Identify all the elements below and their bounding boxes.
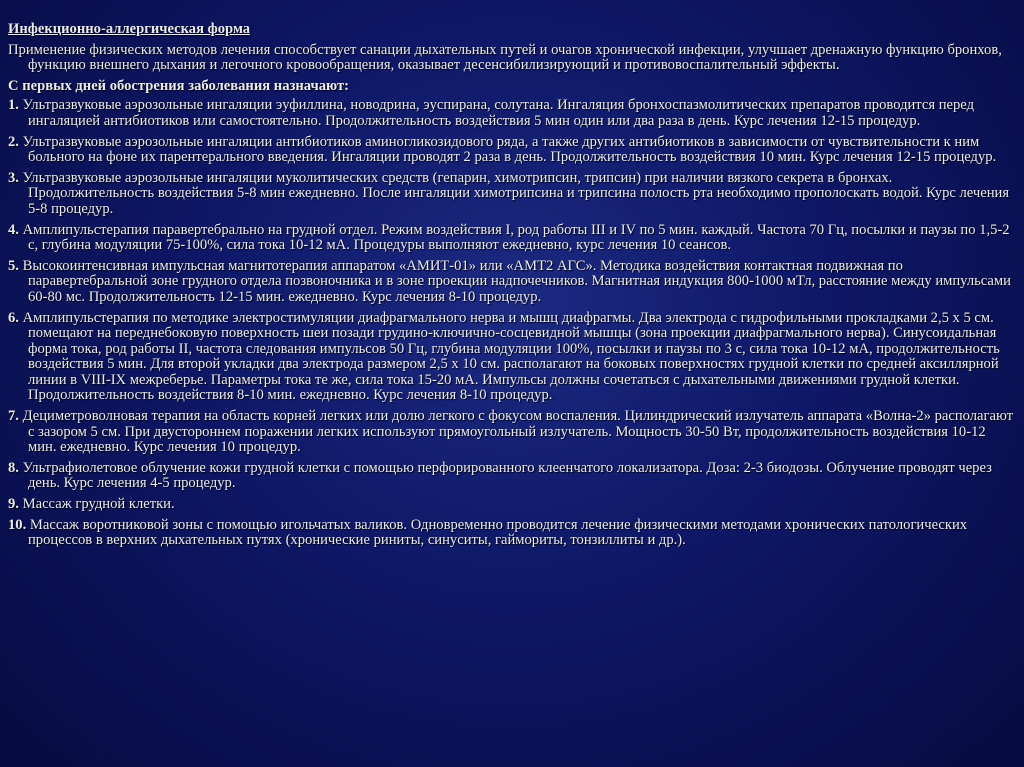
item-number: 3. (8, 169, 19, 186)
list-item (8, 259, 1016, 306)
item-text: Массаж грудной клетки. (22, 496, 175, 513)
item-text: Дециметроволновая терапия на область корней легких или долю легкого с фокусом воспаления. Цилиндрический излучатель аппарата «Волна-2» располагают с зазором 5 см. При двустороннем поражении легких используют прямоугольный излучатель. Мощность 30-50 Вт, продолжительность воздействия 10-12 мин. ежедневно. Курс лечения 10 процедур. (22, 408, 1014, 456)
item-text: Ультрафиолетовое облучение кожи грудной клетки с помощью перфорированного клеенчатого локализатора. Доза: 2-3 биодозы. Облучение проводят через день. Курс лечения 4-5 процедур. (22, 459, 992, 492)
item-number: 4. (8, 221, 19, 238)
item-text: Ультразвуковые аэрозольные ингаляции антибиотиков аминогликозидового ряда, а также других антибиотиков в зависимости от чувствительности к ним больного на фоне их парентерального введения. Ингаляции проводят 2 раза в день. Продолжительность воздействия 10 мин. Курс лечения 12-15 процедур. (22, 133, 997, 166)
list-item (8, 171, 1016, 218)
slide-title: Инфекционно-аллергическая форма (8, 21, 251, 37)
list-item (8, 311, 1016, 405)
item-text: Ультразвуковые аэрозольные ингаляции муколитических средств (гепарин, химотрипсин, трипсин) при наличии вязкого секрета в бронхах. Продолжительность воздействия 5-8 мин ежедневно. После ингаляции химотрипсина и трипсина полость рта необходимо прополоскать водой. Курс лечения 5-8 процедур. (22, 169, 1010, 217)
item-number: 7. (8, 408, 19, 425)
list-item (8, 98, 1016, 129)
item-text: Высокоинтенсивная импульсная магнитотерапия аппаратом «АМИТ-01» или «АМТ2 АГС». Методика воздействия контактная подвижная по паравертебральной зоне грудного отдела позвоночника и в зоне проекции надпочечников. Магнитная индукция 800-1000 мТл, расстояние между импульсами 60-80 мс. Продолжительность 12-15 мин. ежедневно. Курс лечения 8-10 процедур. (22, 257, 1011, 305)
item-text: Ультразвуковые аэрозольные ингаляции эуфиллина, новодрина, эуспирана, солутана. Ингаляция бронхоспазмолитических препаратов проводится перед ингаляцией антибиотиков или самостоятельно. Продолжительность воздействия 5 мин один или два раза в день. Курс лечения 12-15 процедур. (22, 97, 974, 129)
item-number: 8. (8, 459, 19, 476)
item-number: 5. (8, 257, 19, 274)
item-number: 10. (8, 516, 27, 533)
item-number: 6. (8, 309, 19, 326)
list-item (8, 461, 1016, 492)
item-text: Массаж воротниковой зоны с помощью игольчатых валиков. Одновременно проводится лечение физическими методами хронических патологических процессов в верхних дыхательных путях (хронические риниты, синуситы, гаймориты, тонзиллиты и др.). (28, 516, 968, 549)
item-number: 1. (8, 97, 19, 114)
list-item (8, 409, 1016, 456)
list-item (8, 135, 1016, 166)
list-item (8, 518, 1016, 549)
intro-paragraph: Применение физических методов лечения способствует санации дыхательных путей и очагов хронической инфекции, улучшает дренажную функцию бронхов, функцию внешнего дыхания и легочного кровообращения, оказывает десенсибилизирующий и противовоспалительный эффекты. (8, 41, 1002, 74)
list-item (8, 497, 1016, 513)
item-text: Амплипульстерапия по методике электростимуляции диафрагмального нерва и мышц диафрагмы. Два электрода с гидрофильными прокладками 2,5 х 5 см. помещают на переднебоковую поверхность шеи позади грудино-ключично-сосцевидной мышцы (зона проекции диафрагмального нерва). Синусоидальная форма тока, род работы II, частота следования импульсов 50 Гц, глубина модуляции 100%, посылки и паузы по 3 с, сила тока 10-12 мА, продолжительность воздействия 5 мин. Для второй укладки два электрода размером 2,5 х 10 см. располагают на боковых поверхностях грудной клетки по средней аксиллярной линии в VIII-IX межреберье. Параметры тока те же, сила тока 15-20 мА. Импульсы должны сочетаться с дыхательными движениями грудной клетки. Продолжительность воздействия 8-10 мин. ежедневно. Курс лечения 8-10 процедур. (22, 309, 1000, 404)
item-text: Амплипульстерапия паравертебрально на грудной отдел. Режим воздействия I, род работы III и IV по 5 мин. каждый. Частота 70 Гц, посылки и паузы по 1,5-2 с, глубина модуляции 75-100%, сила тока 10-12 мА. Процедуры выполняют ежедневно, курс лечения 10 сеансов. (22, 221, 1010, 254)
list-item (8, 223, 1016, 254)
item-number: 9. (8, 496, 19, 513)
item-number: 2. (8, 133, 19, 150)
subheading: С первых дней обострения заболевания назначают: (8, 77, 349, 94)
slide-content (8, 22, 1016, 554)
